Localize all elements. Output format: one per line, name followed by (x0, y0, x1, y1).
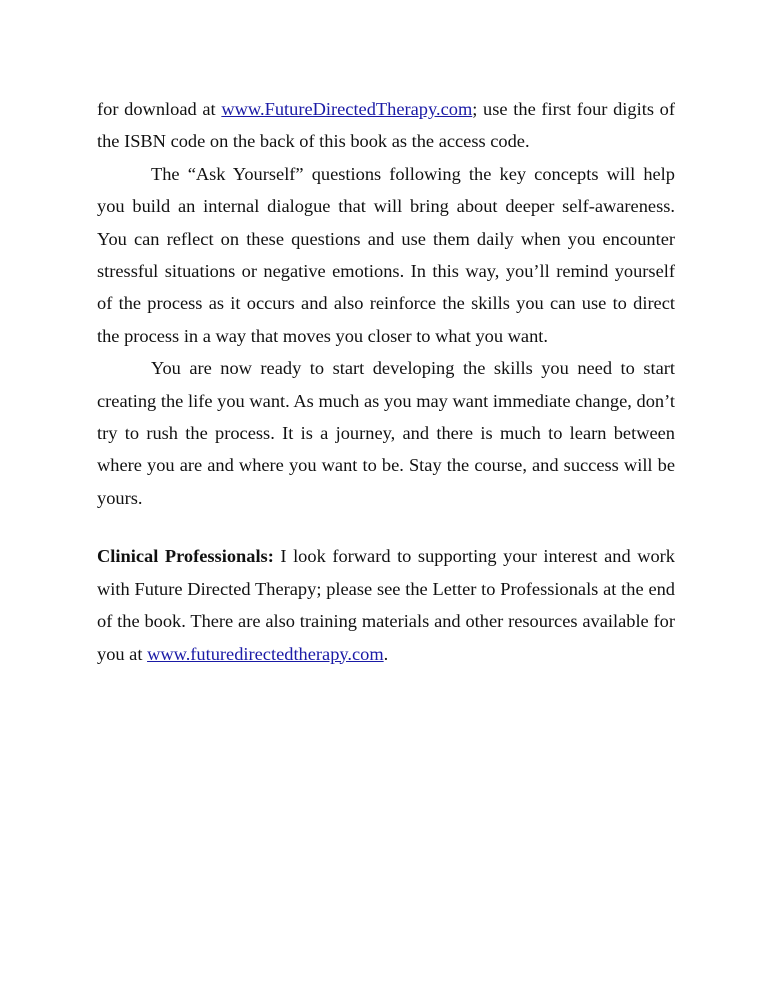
paragraph-clinical-professionals (97, 540, 675, 670)
futuredirectedtherapy-resources-link[interactable]: www.futuredirectedtherapy.com (147, 643, 384, 664)
clinical-professionals-tail: . (383, 643, 389, 664)
download-tail-text: ; use the first four digits of the ISBN code on the back of this book as the access code. (97, 99, 675, 152)
download-lead-text: for download at (97, 99, 222, 119)
paragraph-ask-yourself: The “Ask Yourself” questions following the key concepts will help you build an internal dialogue that will bring about deeper self-awareness. You can reflect on these questions and use them daily when you encounter stressful situations or negative emotions. In this way, you’ll remind yourself of the process as it occurs and also reinforce the skills you can use to direct the process in a way that moves you closer to what you want. (97, 163, 675, 346)
paragraph-ready-to-start: You are now ready to start developing the skills you need to start creating the life you want. As much as you may want immediate change, don’t try to rush the process. It is a journey, and there is much to learn between where you are and where you want to be. Stay the course, and success will be yours. (97, 358, 675, 508)
clinical-professionals-text: I look forward to supporting your interest and work with Future Directed Therapy; please see the Letter to Professionals at the end of the book. There are also training materials and other resources available for you at (97, 546, 675, 664)
paragraph-download-info (97, 93, 675, 158)
document-page (97, 93, 675, 670)
clinical-professionals-label: Clinical Professionals: (97, 546, 274, 567)
future-directed-therapy-link[interactable]: www.FutureDirectedTherapy.com (221, 99, 473, 119)
